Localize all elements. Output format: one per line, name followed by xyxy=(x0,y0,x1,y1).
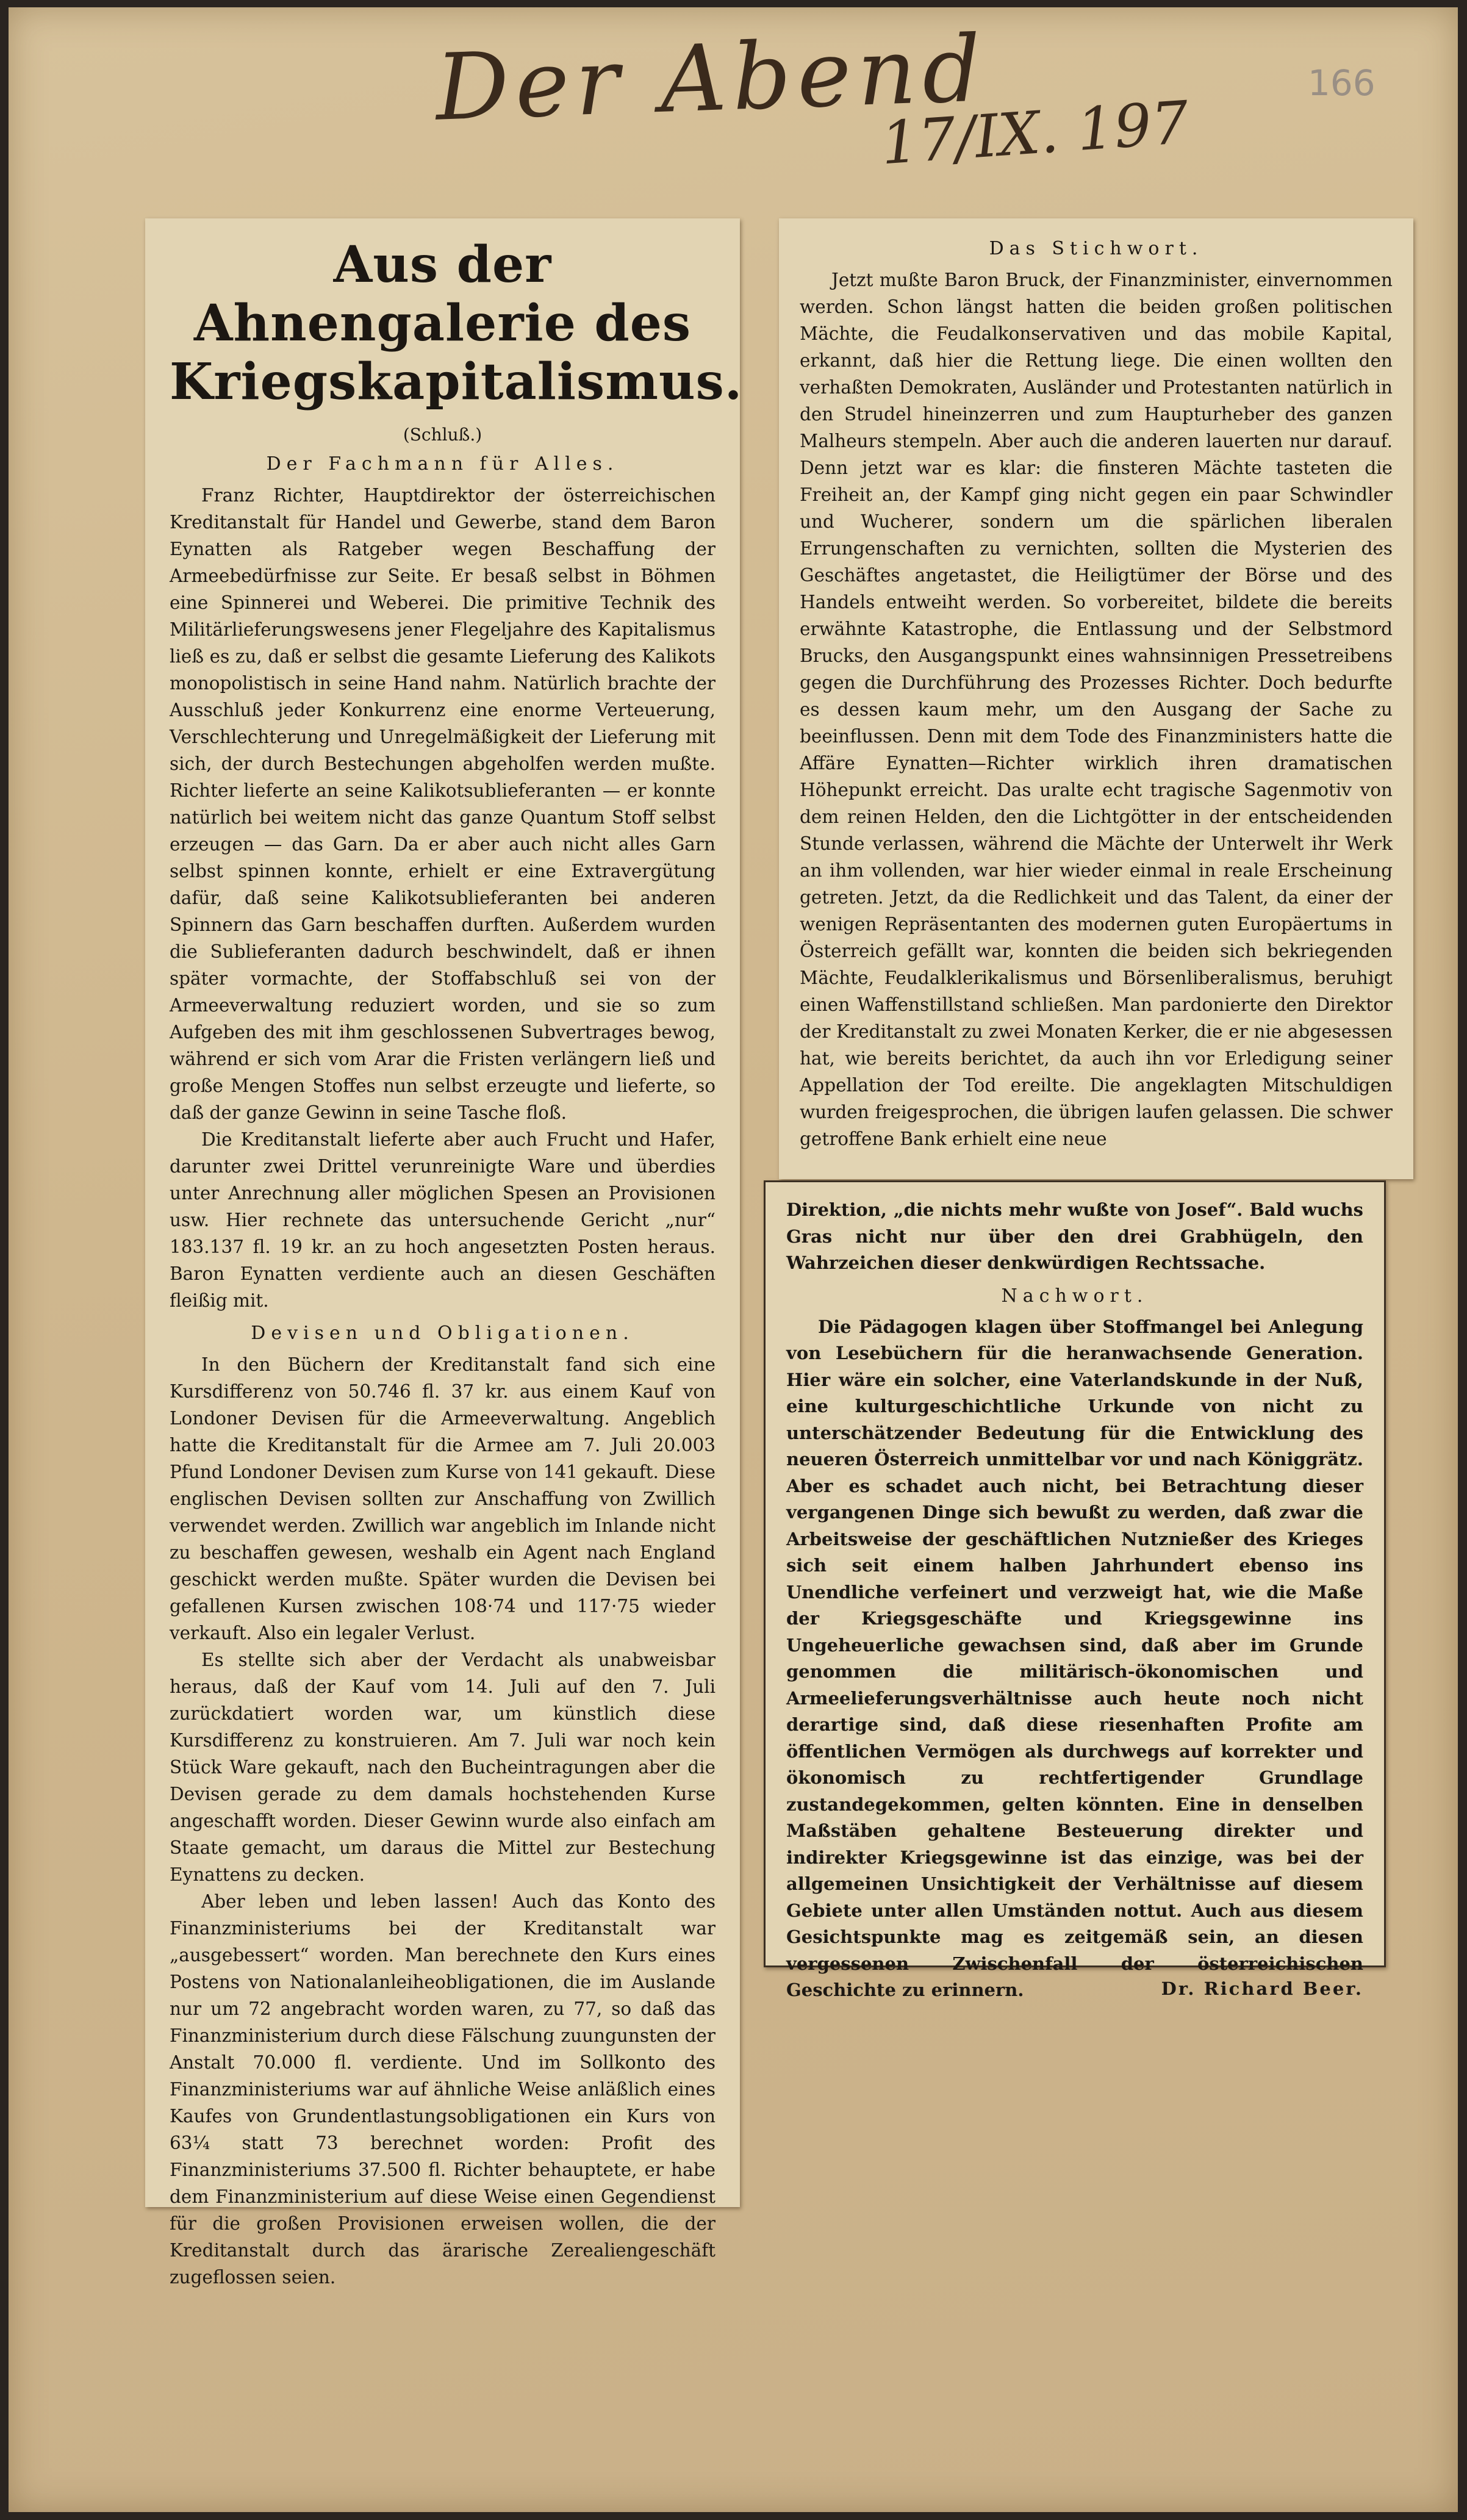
section-title-fachmann: Der Fachmann für Alles. xyxy=(266,453,619,475)
right-clipping xyxy=(779,218,1413,1179)
left-clipping xyxy=(145,218,743,2288)
continuation-paragraph: Direktion, „die nichts mehr wußte von Josef“. Bald wuchs Gras nicht nur über den drei Grabhügeln, den Wahrzeichen dieser denkwürdigen Rechtssache. xyxy=(786,1199,1363,1273)
paragraph: Die Kreditanstalt lieferte aber auch Frucht und Hafer, darunter zwei Drittel verunreinigte Ware und überdies unter Anrechnung aller möglichen Spesen an Provisionen usw. Hier rechnete das untersuchende Gericht „nur“ 183.137 fl. 19 kr. an zu hoch angesetzten Posten heraus. Baron Eynatten verdiente auch an diesen Geschäften fleißig mit. xyxy=(170,1129,716,1311)
article-continuation-note: (Schluß.) xyxy=(403,425,482,445)
section-title-devisen: Devisen und Obligationen. xyxy=(251,1323,634,1344)
paragraph: Jetzt mußte Baron Bruck, der Finanzminister, einvernommen werden. Schon längst hatten die beiden großen politischen Mächte, die Feudalkonservativen und das mobile Kapital, erkannt, daß hier die Rettung liege. Die einen wollten den verhaßten Demokraten, Ausländer und Protestanten natürlich in den Strudel hineinzerren und zum Haupturheber des ganzen Malheurs stempeln. Aber auch die anderen lauerten nur darauf. Denn jetzt war es klar: die finsteren Mächte tasteten die Freiheit an, der Kampf ging nicht gegen ein paar Schwindler und Wucherer, sondern um die spärlichen liberalen Errungenschaften zu vernichten, sollten die Mysterien des Geschäftes angetastet, die Heiligtümer der Börse und des Handels entweiht werden. So vorbereitet, bildete die bereits erwähnte Katastrophe, die Entlassung und der Selbstmord Brucks, den Ausgangspunkt eines wahnsinnigen Pressetreibens gegen die Durchführung des Prozesses Richter. Doch bedurfte es dessen kaum mehr, um den Ausgang der Sache zu beeinflussen. Denn mit dem Tode des Finanzministers hatte die Affäre Eynatten—Richter wirklich ihren dramatischen Höhepunkt erreicht. Das uralte echt tragische Sagenmotiv von dem reinen Helden, den die Lichtgötter in der entscheidenden Stunde verlassen, während die Mächte der Unterwelt ihr Werk an ihm vollenden, war hier wieder einmal in reale Erscheinung getreten. Jetzt, da die Redlichkeit und das Talent, da einer der wenigen Repräsentanten des modernen guten Europäertums in Österreich gefällt war, konnten die beiden sich bekriegenden Mächte, Feudalklerikalismus und Börsenliberalismus, beruhigt einen Waffenstillstand schließen. Man pardonierte den Direktor der Kreditanstalt zu zwei Monaten Kerker, die er nie abgesessen hat, wie bereits berichtet, da auch ihn vor Erledigung seiner Appellation der Tod ereilte. Die angeklagten Mitschuldigen wurden freigesprochen, die übrigen laufen gelassen. Die schwer getroffene Bank erhielt eine neue xyxy=(800,270,1393,1149)
folio-number: 166 xyxy=(1308,62,1376,104)
author-signature: Dr. Richard Beer. xyxy=(1161,1978,1363,1999)
section-title-stichwort: Das Stichwort. xyxy=(989,238,1203,259)
handwritten-newspaper-title: Der Abend xyxy=(434,16,989,142)
paragraph: In den Büchern der Kreditanstalt fand sich eine Kursdifferenz von 50.746 fl. 37 kr. aus einem Kauf von Londoner Devisen für die Armeeverwaltung. Angeblich hatte die Kreditanstalt für die Armee am 7. Juli 20.003 Pfund Londoner Devisen zum Kurse von 141 gekauft. Diese englischen Devisen sollten zur Anschaffung von Zwillich verwendet werden. Zwillich war angeblich im Inlande nicht zu beschaffen gewesen, weshalb ein Agent nach England geschickt werden mußte. Später wurden die Devisen bei gefallenen Kursen zwischen 108·74 und 117·75 wieder verkauft. Also ein legaler Verlust. xyxy=(170,1354,716,1643)
article-headline: Aus der Ahnengalerie des Kriegskapitalismus. xyxy=(170,235,743,411)
paragraph: Die Pädagogen klagen über Stoffmangel bei Anlegung von Lesebüchern für die heranwachsende Generation. Hier wäre ein solcher, eine Vaterlandskunde in der Nuß, eine kulturgeschichtliche Urkunde von nicht zu unterschätzender Bedeutung für die Entwicklung des neueren Österreich unmittelbar vor und nach Königgrätz. Aber es schadet auch nicht, bei Betrachtung dieser vergangenen Dinge sich bewußt zu werden, daß zwar die Arbeitsweise der geschäftlichen Nutznießer des Krieges sich seit einem halben Jahrhundert ebenso ins Unendliche verfeinert und verzweigt hat, wie die Maße der Kriegsgeschäfte und Kriegsgewinne ins Ungeheuerliche gewachsen sind, daß aber im Grunde genommen die militärisch-ökonomischen und Armeelieferungsverhältnisse auch heute noch nicht derartige sind, daß diese riesenhaften Profite am öffentlichen Vermögen als durchwegs auf korrekter und ökonomisch zu rechtfertigender Grundlage zustandegekommen, gelten könnten. Eine in denselben Maßstäben gehaltene Besteuerung direkter und indirekter Kriegsgewinne ist das einzige, was bei der allgemeinen Unsichtigkeit der Verhältnisse auf diesem Gebiete unter allen Umständen nottut. Auch aus diesem Gesichtspunkte mag es zeitgemäß sein, an diesen vergessenen Zwischenfall der österreichischen Geschichte zu erinnern. xyxy=(786,1316,1363,2000)
paragraph: Es stellte sich aber der Verdacht als unabweisbar heraus, daß der Kauf vom 14. Juli auf den 7. Juli zurückdatiert worden war, um künstlich diese Kursdifferenz zu konstruieren. Am 7. Juli war noch kein Stück Ware gekauft, nach den Bucheintragungen aber die Devisen gerade zu dem damals hochstehenden Kurse angeschafft worden. Dieser Gewinn wurde also einfach am Staate gemacht, um daraus die Mittel zur Bestechung Eynattens zu decken. xyxy=(170,1649,716,1885)
section-title-nachwort: Nachwort. xyxy=(1001,1285,1149,1307)
handwritten-date: 17/IX. 197 xyxy=(878,88,1191,178)
nachwort-clipping xyxy=(764,1180,1386,2000)
paragraph: Aber leben und leben lassen! Auch das Konto des Finanzministeriums bei der Kreditanstalt war „ausgebessert“ worden. Man berechnete den Kurs eines Postens von Nationalanleiheobligationen, die im Auslande nur um 72 angebracht worden waren, zu 77, so daß das Finanzministerium durch diese Fälschung zuungunsten der Anstalt 70.000 fl. verdiente. Und im Sollkonto des Finanzministeriums war auf ähnliche Weise anläßlich eines Kaufes von Grundentlastungsobligationen ein Kurs von 63¼ statt 73 berechnet worden: Profit des Finanzministeriums 37.500 fl. Richter behauptete, er habe dem Finanzministerium auf diese Weise einen Gegendienst für die großen Provisionen erweisen wollen, die der Kreditanstalt durch das ärarische Zerealiengeschäft zugeflossen seien. xyxy=(170,1891,716,2288)
paragraph: Franz Richter, Hauptdirektor der österreichischen Kreditanstalt für Handel und Gewerbe, stand dem Baron Eynatten als Ratgeber wegen Beschaffung der Armeebedürfnisse zur Seite. Er besaß selbst in Böhmen eine Spinnerei und Weberei. Die primitive Technik des Militärlieferungswesens jener Flegeljahre des Kapitalismus ließ es zu, daß er selbst die gesamte Lieferung des Kalikots monopolistisch in seine Hand nahm. Natürlich brachte der Ausschluß jeder Konkurrenz eine enorme Verteuerung, Verschlechterung und Unregelmäßigkeit der Lieferung mit sich, der durch Bestechungen abgeholfen werden mußte. Richter lieferte an seine Kalikotsublieferanten — er konnte natürlich bei weitem nicht das ganze Quantum Stoff selbst erzeugen — das Garn. Da er aber auch nicht alles Garn selbst spinnen konnte, erhielt er eine Extravergütung dafür, daß seine Kalikotsublieferanten bei anderen Spinnern das Garn beschaffen durften. Außerdem wurden die Sublieferanten dadurch beschwindelt, daß er ihnen später vormachte, der Stoffabschluß sei von der Armeeverwaltung reduziert worden, und sie so zum Aufgeben des mit ihm geschlossenen Subvertrages bewog, während er sich vom Arar die Fristen verlängern ließ und große Mengen Stoffes nun selbst erzeugte und lieferte, so daß der ganze Gewinn in seine Tasche floß. xyxy=(170,485,716,1123)
